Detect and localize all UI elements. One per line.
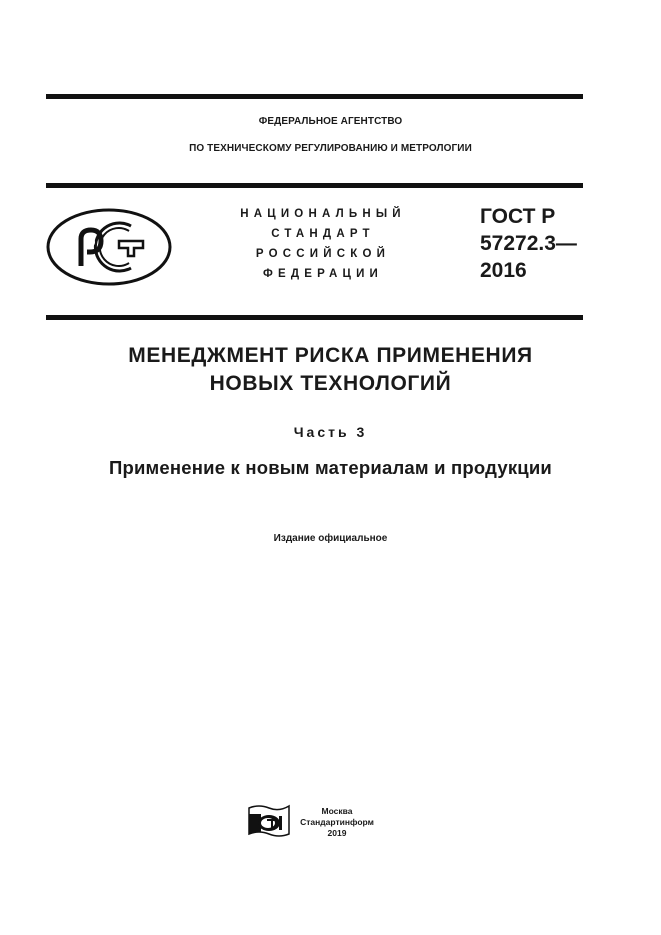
publisher-city: Москва — [321, 806, 353, 816]
top-rule — [46, 94, 583, 99]
title-line-2: НОВЫХ ТЕХНОЛОГИЙ — [209, 372, 452, 395]
standard-type-line: ФЕДЕРАЦИИ — [262, 268, 384, 280]
document-title — [0, 342, 661, 398]
title-line-1: МЕНЕДЖМЕНТ РИСКА ПРИМЕНЕНИЯ — [128, 344, 533, 367]
agency-name-line-1: ФЕДЕРАЛЬНОЕ АГЕНТСТВО — [258, 116, 403, 127]
standard-type-block — [230, 204, 416, 284]
designation-line: 2016 — [480, 259, 527, 282]
publisher-info — [294, 806, 380, 839]
edition-note: Издание официальное — [273, 533, 388, 544]
publication-year: 2019 — [327, 828, 347, 838]
part-number: Часть 3 — [293, 424, 368, 440]
agency-name-line-2: ПО ТЕХНИЧЕСКОМУ РЕГУЛИРОВАНИЮ И МЕТРОЛОГИИ — [189, 143, 472, 154]
document-subtitle: Применение к новым материалам и продукции — [108, 457, 553, 478]
designation-line: ГОСТ Р — [480, 205, 556, 228]
standard-type-line: СТАНДАРТ — [271, 228, 375, 240]
designation-line: 57272.3— — [480, 232, 577, 255]
standard-designation — [480, 203, 577, 284]
standartinform-logo-icon — [247, 802, 293, 838]
rst-gost-logo-icon — [45, 206, 175, 288]
publisher-name: Стандартинформ — [300, 817, 374, 827]
title-rule — [46, 315, 583, 320]
standard-type-line: НАЦИОНАЛЬНЫЙ — [240, 208, 406, 220]
standard-type-line: РОССИЙСКОЙ — [255, 248, 391, 260]
header-rule — [46, 183, 583, 188]
